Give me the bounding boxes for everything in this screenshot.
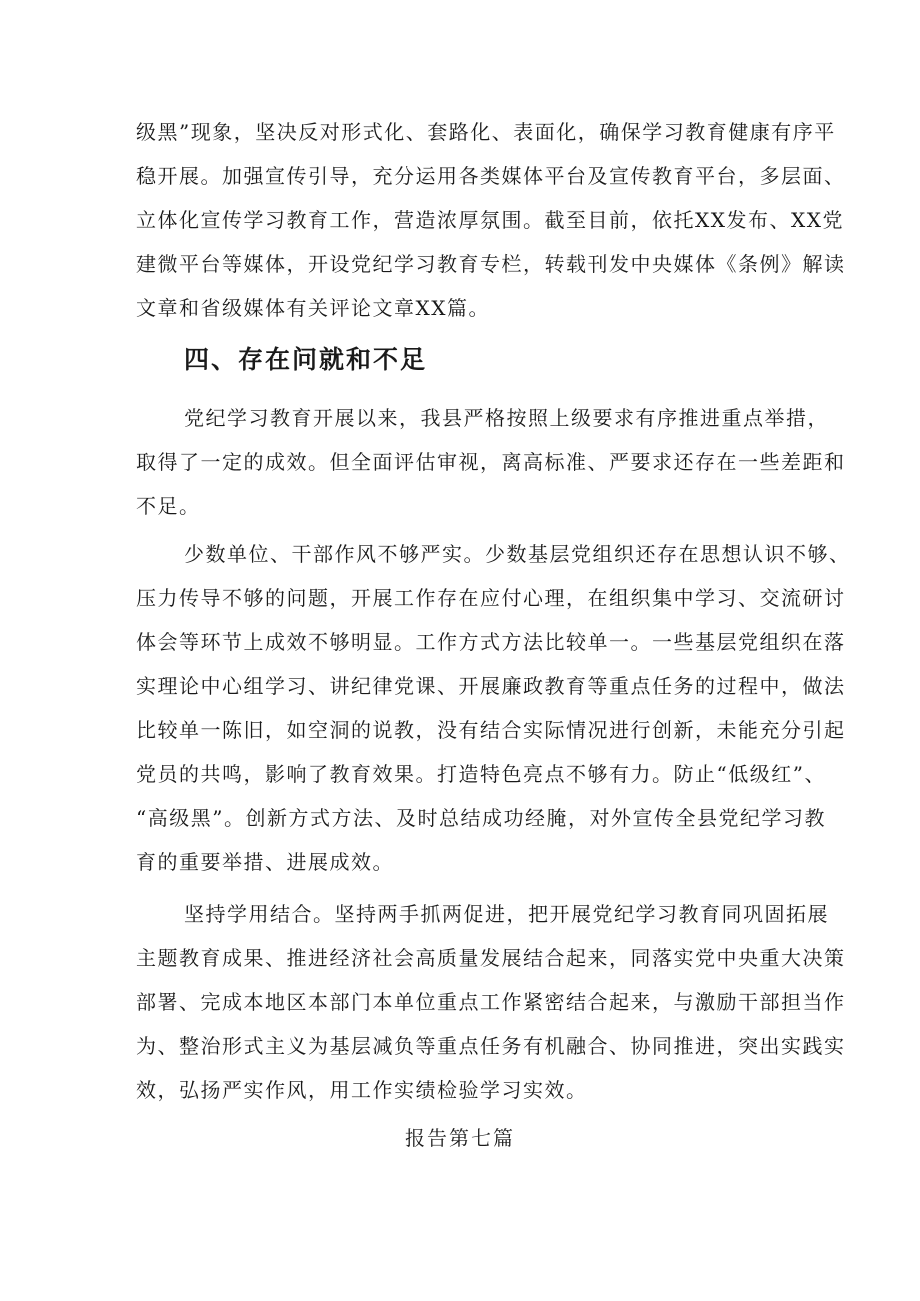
paragraph-shortcomings-line-3: 体会等环节上成效不够明显。工作方式方法比较单一。一些基层党组织在落 [136,630,846,654]
paragraph-continuation-line-1: 级黑”现象，坚决反对形式化、套路化、表面化，确保学习教育健康有序平 [136,120,836,144]
paragraph-shortcomings-line-2: 压力传导不够的问题，开展工作存在应付心理，在组织集中学习、交流研讨 [136,586,846,610]
section-heading: 四、存在问就和不足 [184,345,428,374]
paragraph-combination-line-5: 效，弘扬严实作风，用工作实绩检验学习实效。 [136,1078,588,1102]
paragraph-shortcomings-line-1: 少数单位、干部作风不够严实。少数基层党组织还存在思想认识不够、 [184,542,851,566]
paragraph-intro-line-1: 党纪学习教育开展以来，我县严格按照上级要求有序推进重点举措， [184,406,829,430]
paragraph-shortcomings-line-4: 实理论中心组学习、讲纪律党课、开展廉政教育等重点任务的过程中，做法 [136,674,846,698]
paragraph-combination-line-4: 为、整治形式主义为基层减负等重点任务有机融合、协同推进，突出实践实 [136,1034,846,1058]
paragraph-continuation-line-3: 立体化宣传学习教育工作，营造浓厚氛围。截至目前，依托XX发布、XX党 [136,208,844,232]
paragraph-combination-line-3: 部署、完成本地区本部门本单位重点工作紧密结合起来，与激励干部担当作 [136,990,846,1014]
paragraph-shortcomings-line-6: 党员的共鸣，影响了教育效果。打造特色亮点不够有力。防止“低级红”、 [136,762,826,786]
paragraph-combination-line-2: 主题教育成果、推进经济社会高质量发展结合起来，同落实党中央重大决策 [136,946,846,970]
paragraph-shortcomings-line-7: “高级黑”。创新方式方法、及时总结成功经腌，对外宣传全县党纪学习教 [136,806,826,830]
paragraph-continuation-line-2: 稳开展。加强宣传引导，充分运用各类媒体平台及宣传教育平台，多层面、 [136,164,846,188]
paragraph-continuation-line-5: 文章和省级媒体有关评论文章XX篇。 [136,296,490,320]
paragraph-intro-line-2: 取得了一定的成效。但全面评估审视，离高标准、严要求还存在一些差距和 [136,450,846,474]
report-title: 报告第七篇 [405,1126,515,1150]
paragraph-intro-line-3: 不足。 [136,494,201,518]
paragraph-continuation-line-4: 建微平台等媒体，开设党纪学习教育专栏，转载刊发中央媒体《条例》解读 [136,252,846,276]
paragraph-shortcomings-line-8: 育的重要举措、进展成效。 [136,850,394,874]
paragraph-shortcomings-line-5: 比较单一陈旧，如空洞的说教，没有结合实际情况进行创新，未能充分引起 [136,718,846,742]
paragraph-combination-line-1: 坚持学用结合。坚持两手抓两促进，把开展党纪学习教育同巩固拓展 [184,902,829,926]
